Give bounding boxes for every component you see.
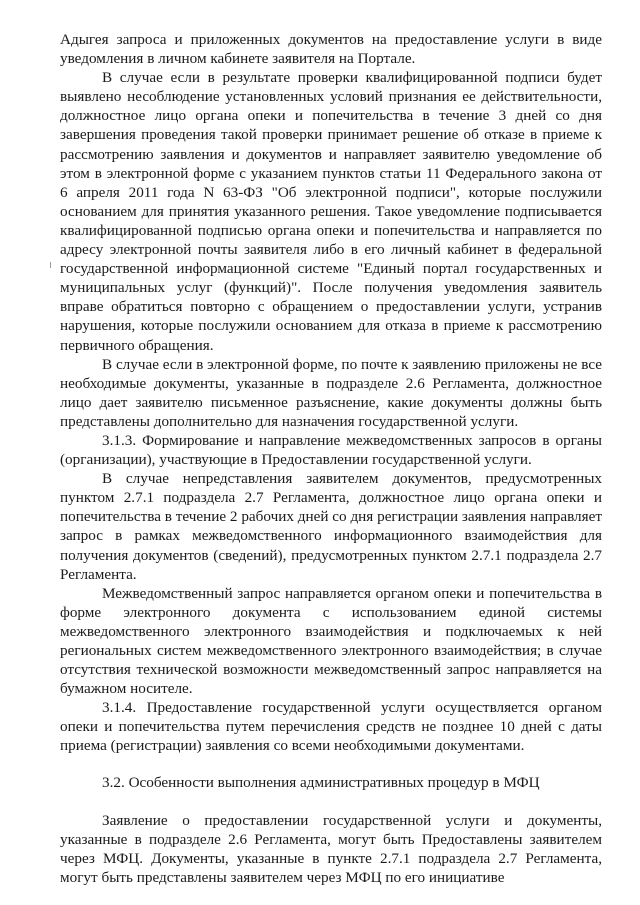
paragraph-portal-notification: Адыгея запроса и приложенных документов на предоставление услуги в виде уведомления в личном кабинете заявителя на Портале.: [60, 31, 602, 68]
margin-mark: [50, 262, 51, 268]
paragraph-3-1-4: 3.1.4. Предоставление государственной услуги осуществляется органом опеки и попечительства путем перечисления средств не позднее 10 дней с даты приема (регистрации) заявления со всеми необходимыми документами.: [60, 699, 602, 755]
paragraph-missing-documents: В случае если в электронной форме, по почте к заявлению приложены не все необходимые документы, указанные в подразделе 2.6 Регламента, должностное лицо дает заявителю письменное разъяснение, какие документы должны быть представлены дополнительно для назначения государственной услуги.: [60, 355, 602, 430]
paragraph-signature-check: В случае если в результате проверки квалифицированной подписи будет выявлено несоблюдение установленных условий признания ее действительности, должностное лицо органа опеки и попечительства в течение 3 дней со дня завершения проведения такой проверки принимает решение об отказе в приеме к рассмотрению заявления и документов и направляет заявителю уведомление об этом в электронной форме с указанием пунктов статьи 11 Федерального закона от 6 апреля 2011 года N 63-ФЗ "Об электронной подписи", которые послужили основанием для принятия указанного решения. Такое уведомление подписывается квалифицированной подписью органа опеки и попечительства и направляется по адресу электронной почты заявителя либо в его личный кабинет в федеральной государственной информационной системе "Единый портал государственных и муниципальных услуг (функций)". После получения уведомления заявитель вправе обратиться повторно с обращением о предоставлении услуги, устранив нарушения, которые послужили основанием для отказа в приеме к рассмотрению первичного обращения.: [60, 69, 602, 354]
paragraph-non-submission: В случае непредставления заявителем документов, предусмотренных пунктом 2.7.1 подраздела 2.7 Регламента, должностное лицо органа опеки и попечительства в течение 2 рабочих дней со дня регистрации заявления направляет запрос в рамках межведомственного информационного взаимодействия для получения документов (сведений), предусмотренных пунктом 2.7.1 подраздела 2.7 Регламента.: [60, 470, 602, 583]
document-page: [60, 30, 602, 887]
paragraph-interagency-request: Межведомственный запрос направляется органом опеки и попечительства в форме электронного документа с использованием единой системы межведомственного электронного взаимодействия и подключаемых к ней региональных систем межведомственного электронного взаимодействия; в случае отсутствия технической возможности межведомственный запрос направляется на бумажном носителе.: [60, 584, 602, 698]
section-heading-3-2: 3.2. Особенности выполнения административных процедур в МФЦ: [102, 773, 540, 791]
paragraph-3-1-3: 3.1.3. Формирование и направление межведомственных запросов в органы (организации), участвующие в Предоставлении государственной услуги.: [60, 431, 602, 469]
paragraph-mfc-submission: Заявление о предоставлении государственной услуги и документы, указанные в подразделе 2.6 Регламента, могут быть Предоставлены заявителем через МФЦ. Документы, указанные в пункте 2.7.1 подраздела 2.7 Регламента, могут быть представлены заявителем через МФЦ по его инициативе: [60, 811, 602, 886]
